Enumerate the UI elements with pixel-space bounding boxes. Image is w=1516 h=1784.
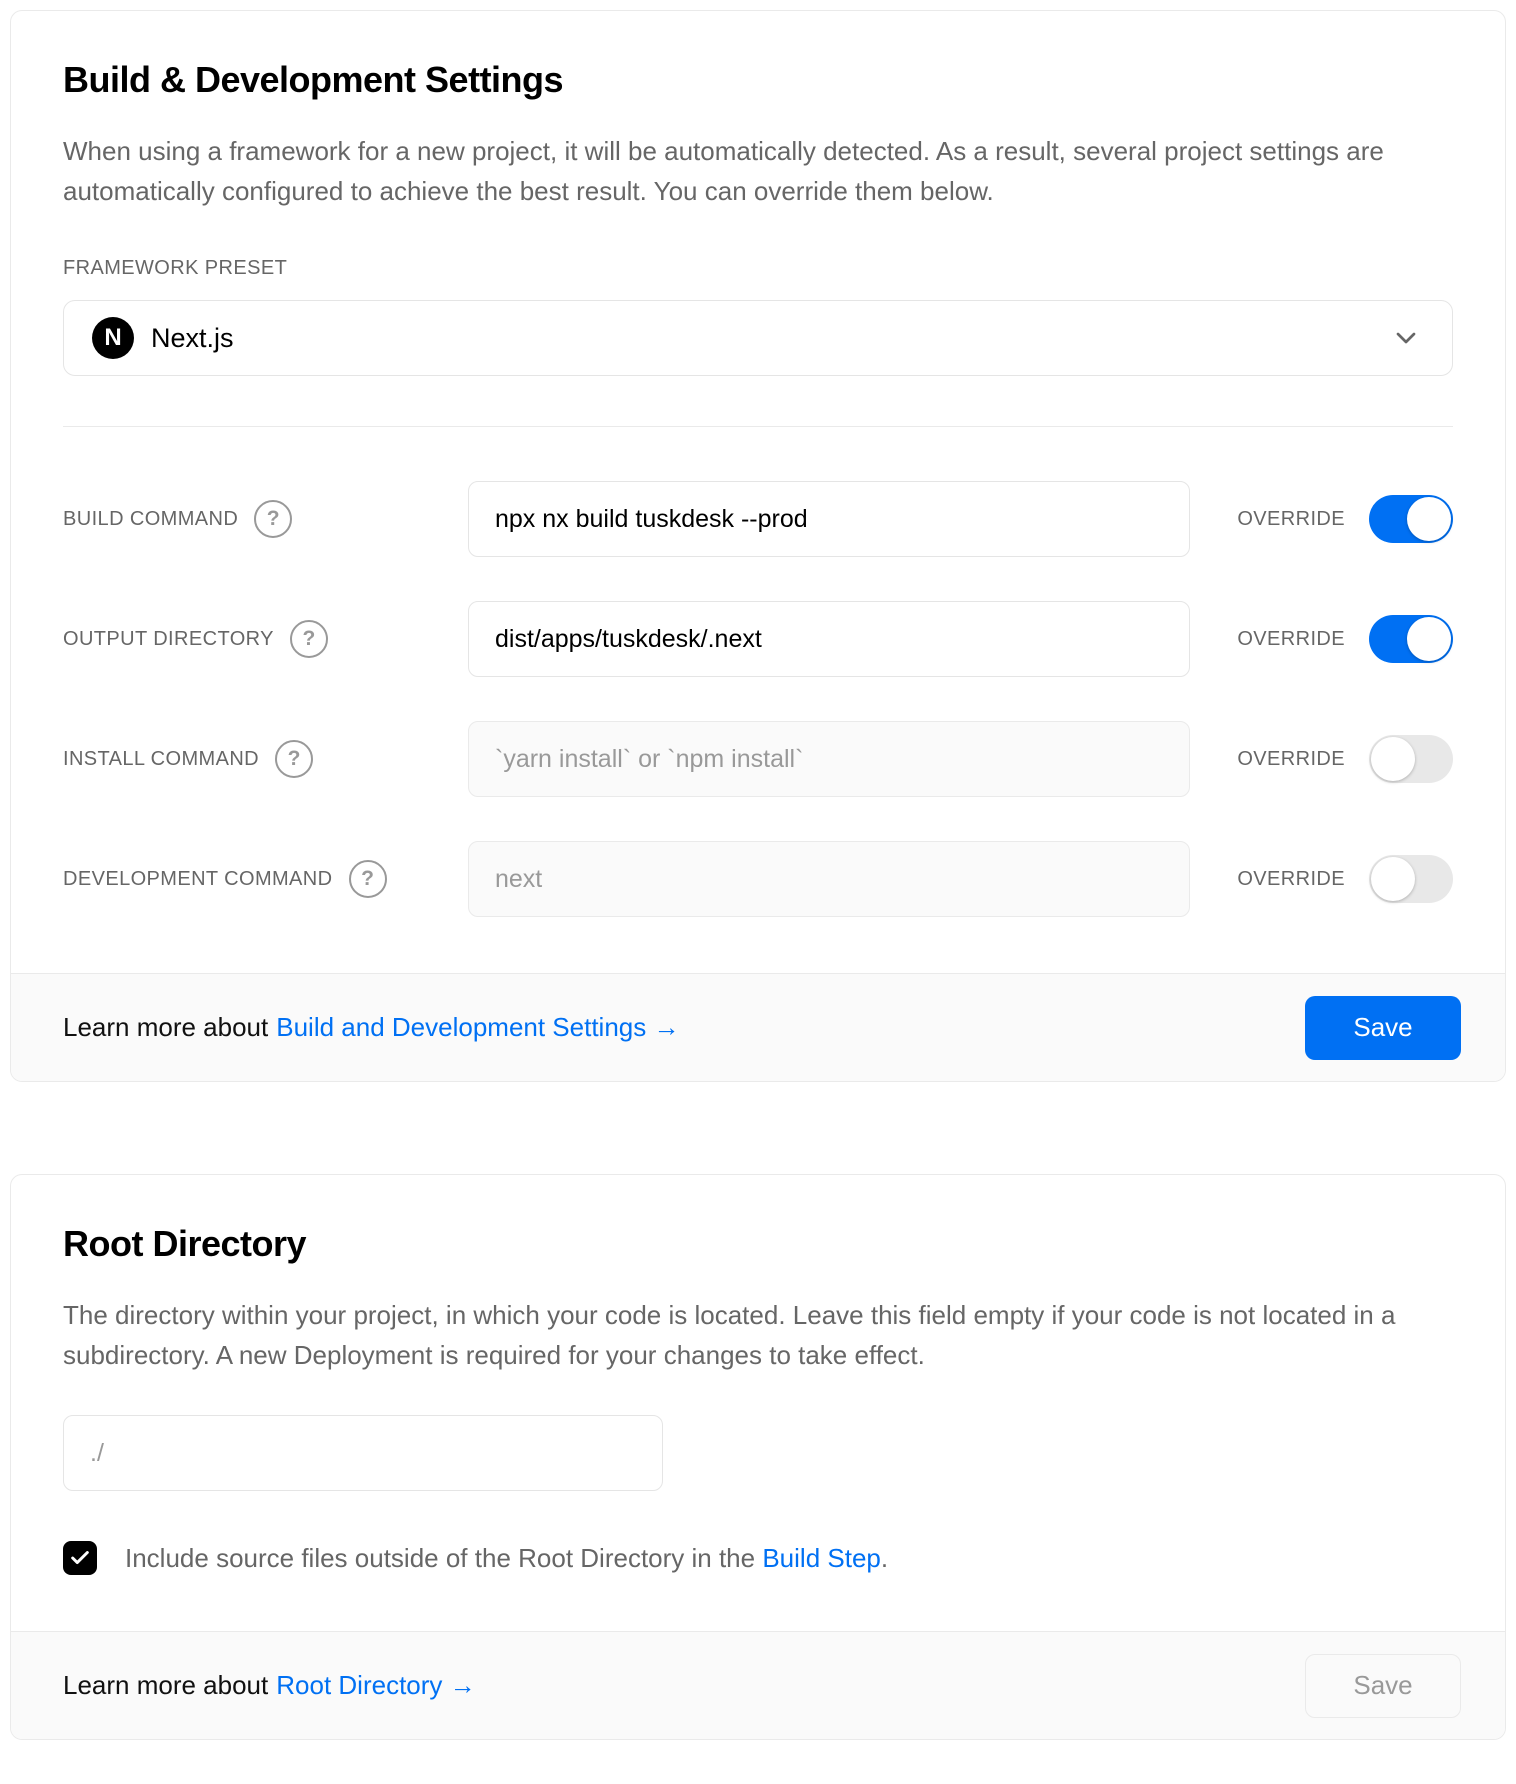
arrow-right-icon: → xyxy=(449,1670,476,1700)
root-directory-docs-link[interactable]: Root Directory → xyxy=(276,1670,476,1700)
output-directory-override-toggle[interactable] xyxy=(1369,615,1453,663)
framework-preset-select[interactable] xyxy=(63,300,1453,376)
framework-preset-label: FRAMEWORK PRESET xyxy=(63,257,288,279)
toggle-knob xyxy=(1371,857,1415,901)
learn-more-text: Learn more about xyxy=(63,1670,269,1700)
include-source-files-row xyxy=(63,1541,1453,1575)
toggle-knob xyxy=(1407,497,1451,541)
help-icon[interactable]: ? xyxy=(349,860,387,898)
learn-more-text: Learn more about xyxy=(63,1012,269,1042)
arrow-right-icon: → xyxy=(653,1012,680,1042)
checkbox-label: Include source files outside of the Root Directory in the Build Step. xyxy=(125,1542,889,1573)
checkbox-include-source-files[interactable] xyxy=(63,1541,97,1575)
build-settings-card xyxy=(10,10,1506,1082)
root-directory-description: The directory within your project, in which your code is located. Leave this field empty if your code is not located in a subdirectory. A new Deployment is required for your changes to take effect. xyxy=(63,1300,1396,1370)
help-icon[interactable]: ? xyxy=(254,500,292,538)
install-command-input[interactable] xyxy=(468,721,1190,797)
help-icon[interactable]: ? xyxy=(290,620,328,658)
install-command-row xyxy=(63,721,1453,797)
root-directory-footer xyxy=(11,1631,1505,1739)
install-command-override-toggle[interactable] xyxy=(1369,735,1453,783)
build-settings-docs-link[interactable]: Build and Development Settings → xyxy=(276,1012,680,1042)
build-command-label: BUILD COMMAND xyxy=(63,507,239,530)
override-label: OVERRIDE xyxy=(1237,747,1345,770)
output-directory-input[interactable] xyxy=(468,601,1190,677)
root-directory-input[interactable] xyxy=(63,1415,663,1491)
toggle-knob xyxy=(1371,737,1415,781)
help-icon[interactable]: ? xyxy=(275,740,313,778)
build-command-row xyxy=(63,481,1453,557)
build-settings-rows xyxy=(63,481,1453,917)
build-step-link[interactable]: Build Step xyxy=(762,1542,881,1573)
override-label: OVERRIDE xyxy=(1237,867,1345,890)
development-command-input[interactable] xyxy=(468,841,1190,917)
divider xyxy=(63,426,1453,427)
chevron-down-icon xyxy=(1390,322,1422,354)
build-command-override-toggle[interactable] xyxy=(1369,495,1453,543)
output-directory-row xyxy=(63,601,1453,677)
development-command-override-toggle[interactable] xyxy=(1369,855,1453,903)
framework-preset-value: Next.js xyxy=(151,322,234,353)
development-command-label: DEVELOPMENT COMMAND xyxy=(63,867,333,890)
override-label: OVERRIDE xyxy=(1237,507,1345,530)
check-icon xyxy=(69,1547,91,1569)
toggle-knob xyxy=(1407,617,1451,661)
root-directory-card xyxy=(10,1174,1506,1740)
build-settings-footer xyxy=(11,973,1505,1081)
install-command-label: INSTALL COMMAND xyxy=(63,747,260,770)
save-button-disabled[interactable]: Save xyxy=(1305,1654,1461,1718)
root-directory-title: Root Directory xyxy=(63,1223,307,1264)
save-button[interactable]: Save xyxy=(1305,996,1461,1060)
build-settings-description: When using a framework for a new project, it will be automatically detected. As a result, several project settings are automatically configured to achieve the best result. You can override them below. xyxy=(63,136,1384,206)
development-command-row xyxy=(63,841,1453,917)
build-settings-title: Build & Development Settings xyxy=(63,59,564,100)
output-directory-label: OUTPUT DIRECTORY xyxy=(63,627,274,650)
nextjs-logo-icon: N xyxy=(92,317,134,359)
override-label: OVERRIDE xyxy=(1237,627,1345,650)
build-command-input[interactable] xyxy=(468,481,1190,557)
